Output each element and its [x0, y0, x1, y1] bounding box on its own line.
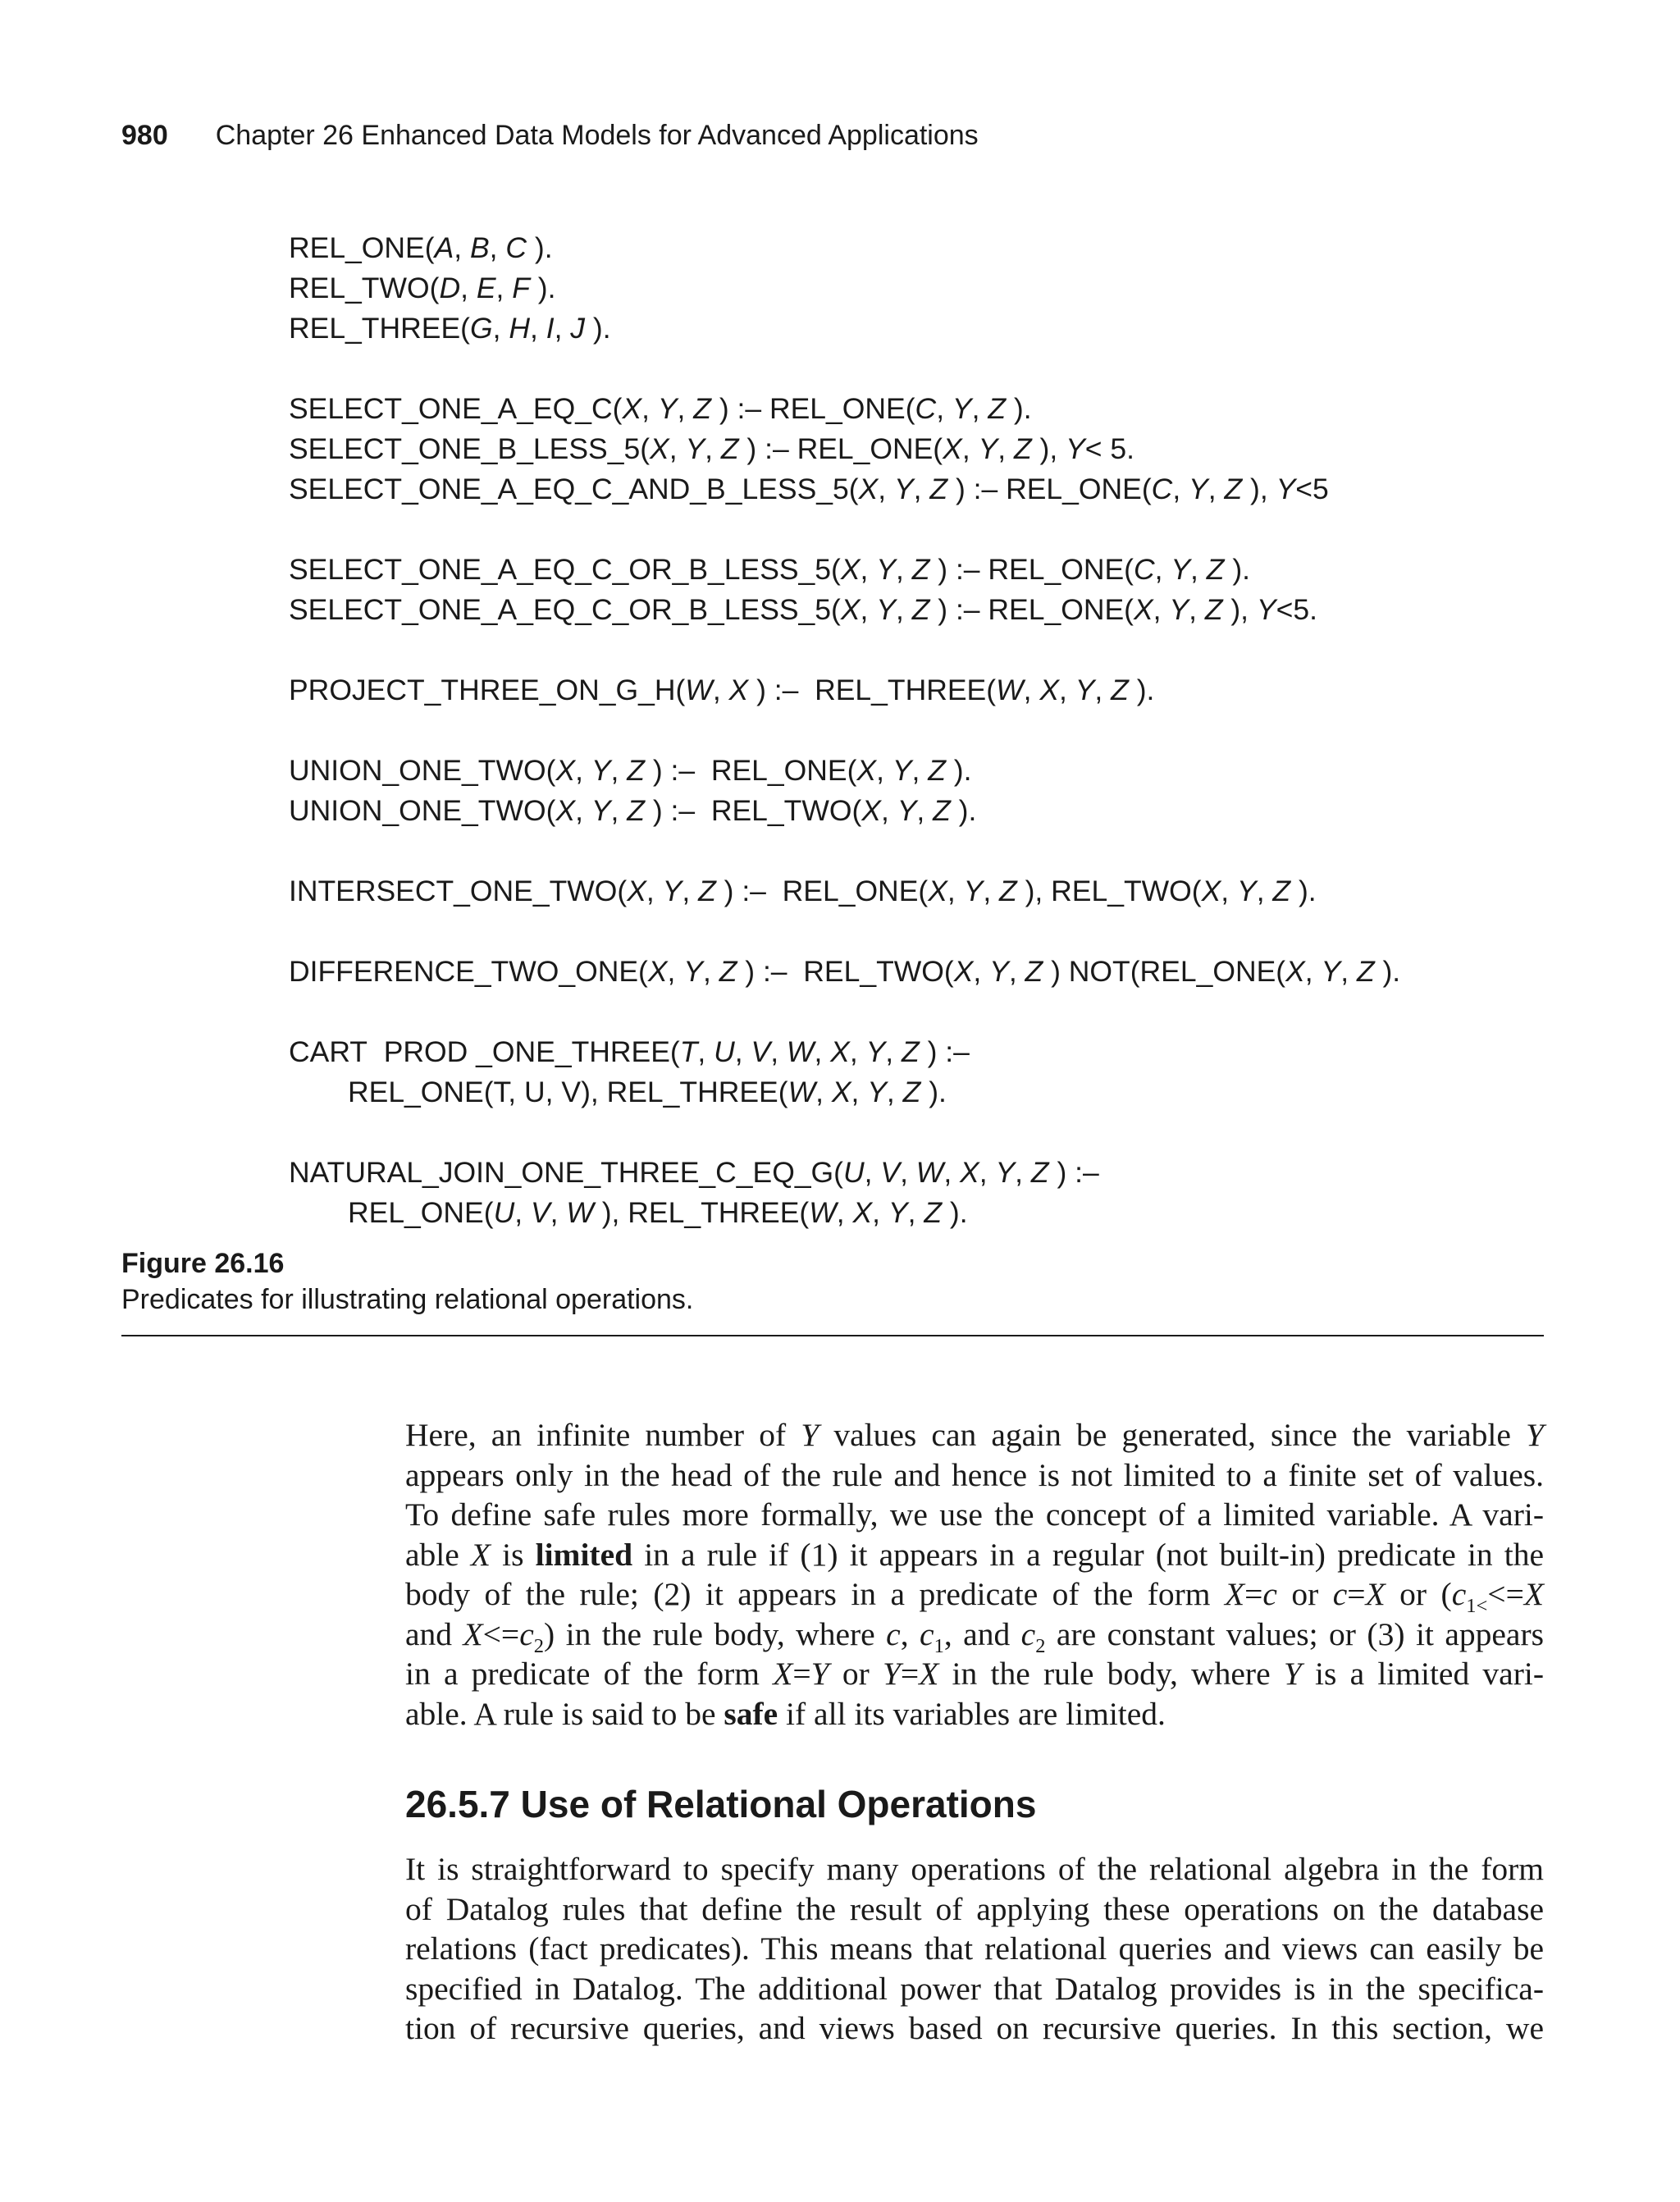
figure-caption [121, 1245, 693, 1318]
code-line: DIFFERENCE_TWO_ONE(X, Y, Z ) :– REL_TWO(X, Y, Z ) NOT(REL_ONE(X, Y, Z ). [289, 955, 1401, 988]
caption-divider [121, 1335, 1544, 1336]
page-number: 980 [121, 120, 168, 151]
code-line: CART PROD _ONE_THREE(T, U, V, W, X, Y, Z ) :– [289, 1035, 970, 1068]
text-line: Here, an infinite number of Y values can again be generated, since the variable Y [405, 1417, 1544, 1453]
page-header [121, 120, 979, 152]
text-line: of Datalog rules that define the result of applying these operations on the database [405, 1890, 1544, 1927]
text-line: in a predicate of the form X=Y or Y=X in the rule body, where Y is a limited vari- [405, 1656, 1544, 1692]
text-line: To define safe rules more formally, we use the concept of a limited variable. A vari- [405, 1496, 1544, 1533]
body-paragraph [405, 1415, 1544, 1734]
section-heading: 26.5.7 Use of Relational Operations [405, 1783, 1037, 1825]
text-line: able X is limited in a rule if (1) it appears in a regular (not built-in) predicate in the [405, 1536, 1544, 1573]
code-line: SELECT_ONE_B_LESS_5(X, Y, Z ) :– REL_ONE(X, Y, Z ), Y< 5. [289, 432, 1134, 465]
text-line: and $X<=c_2$) in the rule body, where c, $c_1$, and $c_2$ are constant values; or (3) it appears [405, 1615, 1544, 1657]
code-line: SELECT_ONE_A_EQ_C(X, Y, Z ) :– REL_ONE(C, Y, Z ). [289, 392, 1032, 425]
text-line: appears only in the head of the rule and hence is not limited to a finite set of values. [405, 1456, 1544, 1493]
code-line: REL_ONE(T, U, V), REL_THREE(W, X, Y, Z ). [348, 1076, 947, 1108]
code-line: SELECT_ONE_A_EQ_C_OR_B_LESS_5(X, Y, Z ) :– REL_ONE(X, Y, Z ), Y<5. [289, 593, 1317, 626]
code-line: INTERSECT_ONE_TWO(X, Y, Z ) :– REL_ONE(X, Y, Z ), REL_TWO(X, Y, Z ). [289, 875, 1317, 907]
running-head: Chapter 26 Enhanced Data Models for Advanced Applications [215, 120, 979, 151]
text-line: It is straightforward to specify many operations of the relational algebra in the form [405, 1851, 1544, 1887]
code-line: UNION_ONE_TWO(X, Y, Z ) :– REL_TWO(X, Y, Z ). [289, 794, 977, 827]
code-line: REL_ONE(U, V, W ), REL_THREE(W, X, Y, Z ). [348, 1196, 968, 1229]
datalog-code-block [289, 228, 1400, 1233]
code-line: UNION_ONE_TWO(X, Y, Z ) :– REL_ONE(X, Y, Z ). [289, 754, 972, 787]
body-paragraph [405, 1849, 1544, 2049]
figure-label: Figure 26.16 [121, 1248, 285, 1279]
text-line: tion of recursive queries, and views based on recursive queries. In this section, we [405, 2010, 1544, 2046]
code-line: REL_THREE(G, H, I, J ). [289, 312, 611, 345]
text-line: specified in Datalog. The additional power that Datalog provides is in the specifica- [405, 1970, 1544, 2007]
text-line: relations (fact predicates). This means that relational queries and views can easily be [405, 1930, 1544, 1967]
code-line: REL_TWO(D, E, F ). [289, 272, 556, 304]
code-line: REL_ONE(A, B, C ). [289, 231, 553, 264]
code-line: SELECT_ONE_A_EQ_C_OR_B_LESS_5(X, Y, Z ) :– REL_ONE(C, Y, Z ). [289, 553, 1251, 586]
code-line: PROJECT_THREE_ON_G_H(W, X ) :– REL_THREE(W, X, Y, Z ). [289, 674, 1155, 706]
text-line: able. A rule is said to be safe if all its variables are limited. [405, 1695, 1166, 1732]
figure-caption-text: Predicates for illustrating relational operations. [121, 1284, 694, 1315]
text-line: body of the rule; (2) it appears in a predicate of the form X=c or c=X or ($c_{1<}<=X$ [405, 1576, 1544, 1617]
code-line: NATURAL_JOIN_ONE_THREE_C_EQ_G(U, V, W, X, Y, Z ) :– [289, 1156, 1099, 1189]
code-line: SELECT_ONE_A_EQ_C_AND_B_LESS_5(X, Y, Z ) :– REL_ONE(C, Y, Z ), Y<5 [289, 473, 1329, 505]
